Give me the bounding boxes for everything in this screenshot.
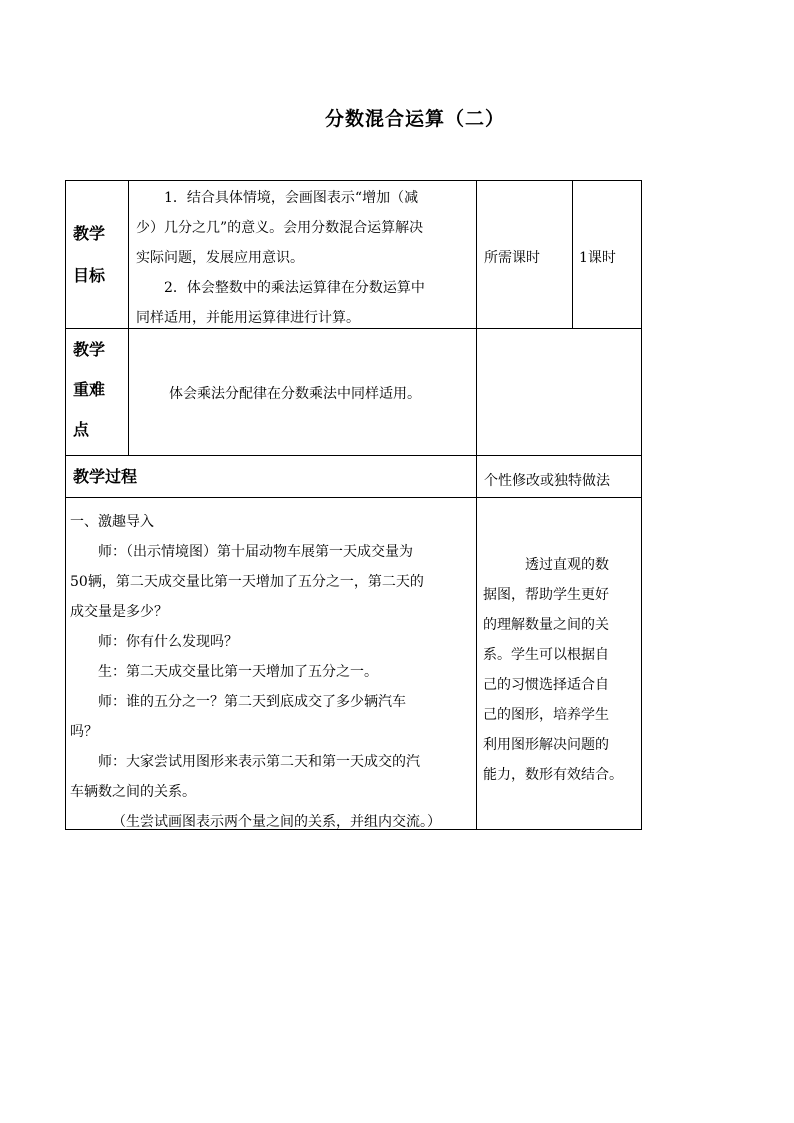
col-divider-hours: [572, 180, 573, 328]
goals-label-line-2: 目标: [73, 266, 106, 285]
difficulty-label-line-1: 教学: [73, 340, 106, 359]
lesson-plan-table: [65, 180, 642, 830]
table-border-left: [65, 180, 66, 830]
hours-value: 1课时: [579, 250, 616, 266]
process-line: 吗？: [70, 724, 98, 740]
row-divider-3: [65, 497, 642, 498]
note-line: 透过直观的数: [525, 557, 609, 573]
side-header: 个性修改或独特做法: [484, 473, 610, 489]
side-note: [483, 550, 641, 790]
goals-line: 少）几分之几”的意义。会用分数混合运算解决: [136, 220, 424, 236]
process-header: 教学过程: [73, 467, 138, 486]
difficulty-label: [73, 330, 125, 450]
col-divider-label: [128, 180, 129, 455]
note-line: 能力，数形有效结合。: [483, 767, 623, 783]
process-line: （生尝试画图表示两个量之间的关系，并组内交流。）: [112, 814, 441, 830]
goals-text: [136, 183, 472, 333]
process-line: 生：第二天成交量比第一天增加了五分之一。: [98, 664, 378, 680]
goals-line: 1．结合具体情境，会画图表示“增加（减: [164, 190, 419, 206]
process-line: 师：你有什么发现吗？: [98, 634, 238, 650]
note-line: 系。学生可以根据自: [483, 647, 609, 663]
process-line: 师：谁的五分之一？第二天到底成交了多少辆汽车: [98, 694, 406, 710]
note-line: 据图，帮助学生更好: [483, 587, 609, 603]
process-line: 一、激趣导入: [70, 514, 154, 530]
goals-label: [73, 213, 125, 297]
hours-label: 所需课时: [484, 250, 540, 266]
goals-line: 2．体会整数中的乘法运算律在分数运算中: [164, 280, 425, 296]
process-body: [70, 507, 474, 837]
col-divider-main: [476, 180, 477, 830]
page-title: 分数混合运算（二）: [324, 108, 505, 130]
process-line: 成交量是多少？: [70, 604, 168, 620]
table-border-top: [65, 180, 642, 181]
process-line: 车辆数之间的关系。: [70, 784, 196, 800]
goals-line: 同样适用，并能用运算律进行计算。: [136, 310, 360, 326]
row-divider-2: [65, 455, 642, 456]
table-border-right: [641, 180, 642, 830]
note-line: 己的图形，培养学生: [483, 707, 609, 723]
process-line: 50辆，第二天成交量比第一天增加了五分之一，第二天的: [70, 574, 424, 590]
note-line: 利用图形解决问题的: [483, 737, 609, 753]
difficulty-label-line-2: 重难: [73, 380, 106, 399]
difficulty-label-line-3: 点: [73, 420, 90, 439]
difficulty-text: 体会乘法分配律在分数乘法中同样适用。: [169, 386, 421, 402]
process-line: 师：（出示情境图）第十届动物车展第一天成交量为: [98, 544, 413, 560]
goals-label-line-1: 教学: [73, 224, 106, 243]
process-line: 师：大家尝试用图形来表示第二天和第一天成交的汽: [98, 754, 420, 770]
goals-line: 实际问题，发展应用意识。: [136, 250, 304, 266]
note-line: 己的习惯选择适合自: [483, 677, 609, 693]
note-line: 的理解数量之间的关: [483, 617, 609, 633]
